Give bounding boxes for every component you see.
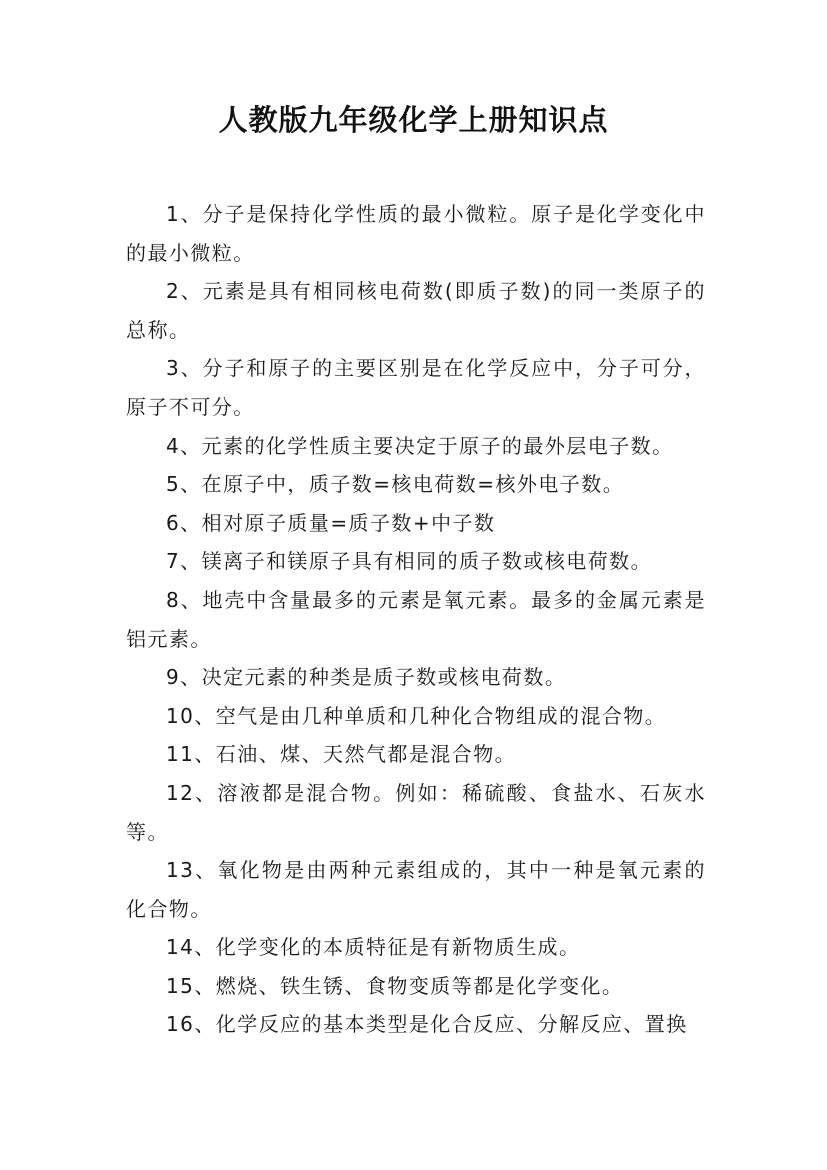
knowledge-point-8: 8、地壳中含量最多的元素是氧元素。最多的金属元素是铝元素。: [126, 587, 706, 651]
knowledge-point-6: 6、相对原子质量=质子数+中子数: [166, 510, 496, 535]
knowledge-point-9: 9、决定元素的种类是质子数或核电荷数。: [166, 665, 567, 690]
knowledge-point-5: 5、在原子中，质子数=核电荷数=核外电子数。: [166, 472, 625, 497]
knowledge-point-14: 14、化学变化的本质特征是有新物质生成。: [166, 935, 581, 960]
knowledge-point-16: 16、化学反应的基本类型是化合反应、分解反应、置换: [166, 1012, 688, 1037]
knowledge-point-4: 4、元素的化学性质主要决定于原子的最外层电子数。: [166, 433, 674, 458]
knowledge-point-15: 15、燃烧、铁生锈、食物变质等都是化学变化。: [166, 973, 624, 998]
knowledge-point-10: 10、空气是由几种单质和几种化合物组成的混合物。: [166, 703, 667, 728]
knowledge-point-1: 1、分子是保持化学性质的最小微粒。原子是化学变化中的最小微粒。: [126, 202, 706, 265]
knowledge-point-13: 13、氧化物是由两种元素组成的，其中一种是氧元素的化合物。: [126, 858, 706, 921]
knowledge-point-7: 7、镁离子和镁原子具有相同的质子数或核电荷数。: [166, 549, 653, 574]
knowledge-point-list: [126, 195, 706, 1044]
knowledge-point-2: 2、元素是具有相同核电荷数(即质子数)的同一类原子的总称。: [126, 279, 706, 342]
knowledge-point-3: 3、分子和原子的主要区别是在化学反应中，分子可分，原子不可分。: [126, 356, 706, 419]
knowledge-point-11: 11、石油、煤、天然气都是混合物。: [166, 742, 517, 767]
document-title: 人教版九年级化学上册知识点: [218, 103, 609, 137]
knowledge-point-12: 12、溶液都是混合物。例如：稀硫酸、食盐水、石灰水等。: [126, 780, 706, 844]
